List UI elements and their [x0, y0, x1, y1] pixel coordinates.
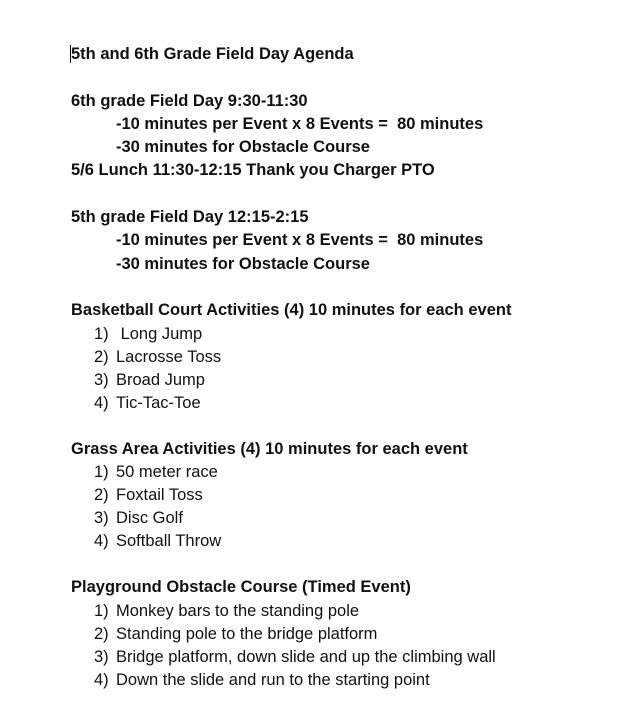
list-number: 2)	[94, 347, 109, 366]
list-item-text: Monkey bars to the standing pole	[116, 601, 360, 620]
list-item	[71, 323, 611, 346]
list-number: 1)	[94, 601, 109, 620]
grass-list	[71, 461, 611, 553]
list-item	[71, 346, 611, 369]
list-item-text: Bridge platform, down slide and up the climbing wall	[116, 647, 496, 666]
fifth-grade-heading: 5th grade Field Day 12:15-2:15	[71, 208, 309, 227]
list-item	[71, 623, 611, 646]
list-number: 1)	[94, 463, 109, 482]
list-item-text: Standing pole to the bridge platform	[116, 624, 378, 643]
blank-line	[71, 415, 611, 438]
list-number: 2)	[94, 624, 109, 643]
sixth-grade-heading: 6th grade Field Day 9:30-11:30	[71, 91, 308, 110]
list-item	[71, 646, 611, 669]
playground-list	[71, 600, 611, 692]
basketball-list	[71, 323, 611, 415]
list-item-text: Disc Golf	[116, 509, 183, 528]
sixth-grade-events-line: -10 minutes per Event x 8 Events = 80 minutes	[116, 114, 484, 133]
list-item-text: Broad Jump	[116, 370, 205, 389]
list-number: 4)	[94, 532, 109, 551]
blank-line	[71, 183, 611, 206]
list-item-text: Long Jump	[116, 324, 203, 343]
list-item	[71, 669, 611, 692]
list-number: 4)	[94, 393, 109, 412]
document-page[interactable]	[71, 43, 611, 692]
list-number: 1)	[94, 324, 109, 343]
list-item-text: Softball Throw	[116, 532, 222, 551]
grass-heading: Grass Area Activities (4) 10 minutes for each event	[71, 439, 468, 458]
list-item-text: 50 meter race	[116, 463, 218, 482]
list-item-text: Tic-Tac-Toe	[116, 393, 201, 412]
fifth-grade-events-line: -10 minutes per Event x 8 Events = 80 minutes	[116, 231, 484, 250]
fifth-grade-obstacle-line: -30 minutes for Obstacle Course	[116, 254, 370, 273]
list-item-text: Lacrosse Toss	[116, 347, 222, 366]
blank-line	[71, 276, 611, 299]
list-number: 4)	[94, 670, 109, 689]
list-item	[71, 484, 611, 507]
list-item	[71, 507, 611, 530]
list-item	[71, 530, 611, 553]
list-number: 3)	[94, 509, 109, 528]
document-title: 5th and 6th Grade Field Day Agenda	[71, 45, 354, 63]
list-item	[71, 369, 611, 392]
list-item	[71, 461, 611, 484]
basketball-heading: Basketball Court Activities (4) 10 minutes for each event	[71, 301, 512, 320]
lunch-line: 5/6 Lunch 11:30-12:15 Thank you Charger PTO	[71, 161, 435, 180]
sixth-grade-obstacle-line: -30 minutes for Obstacle Course	[116, 138, 370, 157]
list-number: 2)	[94, 486, 109, 505]
list-item	[71, 600, 611, 623]
playground-heading: Playground Obstacle Course (Timed Event)	[71, 578, 411, 597]
list-number: 3)	[94, 647, 109, 666]
blank-line	[71, 553, 611, 576]
blank-line	[71, 66, 611, 89]
list-number: 3)	[94, 370, 109, 389]
list-item-text: Foxtail Toss	[116, 486, 203, 505]
list-item	[71, 392, 611, 415]
list-item-text: Down the slide and run to the starting point	[116, 670, 430, 689]
